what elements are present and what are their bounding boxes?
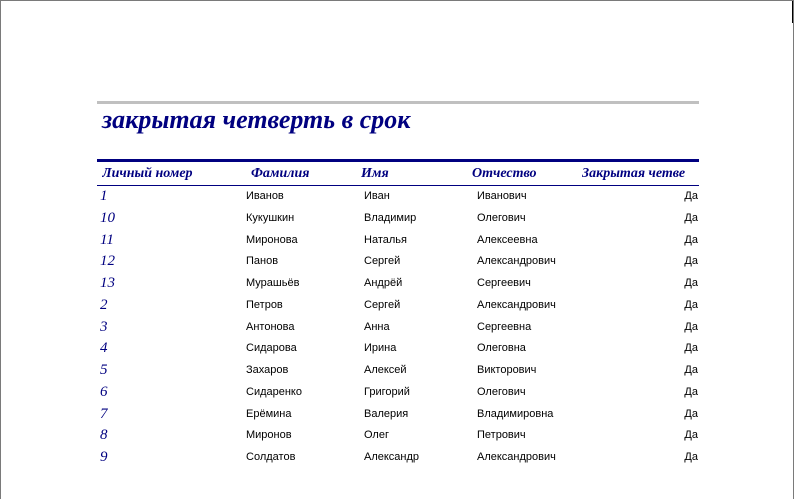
cell-id: 7 (100, 405, 108, 422)
cell-closed-quarter: Да (684, 298, 698, 311)
cell-id: 5 (100, 362, 108, 378)
cell-closed-quarter: Да (684, 255, 698, 268)
cell-middle-name: Петрович (477, 429, 526, 442)
cell-closed-quarter: Да (684, 385, 698, 398)
cell-id: 2 (100, 296, 108, 313)
cell-last-name: Ерёмина (246, 407, 292, 420)
cell-middle-name: Иванович (477, 190, 527, 202)
cell-first-name: Сергей (364, 255, 401, 268)
table-row (97, 404, 699, 426)
table-row (97, 317, 699, 339)
table-row (97, 382, 699, 404)
cell-id: 12 (100, 253, 115, 270)
cell-id: 13 (100, 275, 115, 291)
cell-middle-name: Олегович (477, 211, 526, 224)
cell-id: 10 (100, 209, 115, 226)
cell-first-name: Анна (364, 320, 390, 333)
cell-last-name: Захаров (246, 364, 289, 376)
cell-last-name: Солдатов (246, 451, 296, 463)
cell-middle-name: Александрович (477, 451, 556, 463)
cell-middle-name: Александрович (477, 255, 556, 268)
cell-middle-name: Сергеевич (477, 277, 531, 289)
table-row (97, 425, 699, 447)
cell-id: 8 (100, 427, 108, 444)
cell-first-name: Александр (364, 451, 420, 463)
table-row (97, 230, 699, 252)
column-header-middle-name: Отчество (472, 166, 537, 181)
cell-last-name: Мурашьёв (246, 277, 300, 289)
cell-middle-name: Викторович (477, 364, 537, 376)
cell-id: 6 (100, 383, 108, 400)
column-header-first-name: Имя (361, 166, 389, 181)
cell-last-name: Антонова (246, 320, 295, 333)
cell-id: 3 (100, 318, 108, 335)
cell-middle-name: Владимировна (477, 407, 554, 420)
cell-first-name: Ирина (364, 342, 397, 355)
cell-closed-quarter: Да (684, 407, 698, 420)
cell-closed-quarter: Да (684, 451, 698, 463)
cell-closed-quarter: Да (684, 429, 698, 442)
column-header-closed-quarter: Закрытая четве (582, 166, 686, 181)
cell-last-name: Кукушкин (246, 211, 295, 224)
column-header-id: Личный номер (102, 166, 193, 181)
report-rows (97, 186, 699, 469)
cell-id: 1 (100, 188, 108, 204)
cell-first-name: Валерия (364, 407, 409, 420)
cell-first-name: Андрёй (364, 277, 403, 289)
cell-first-name: Иван (364, 190, 390, 202)
cell-closed-quarter: Да (684, 342, 698, 355)
table-row (97, 273, 699, 295)
cell-last-name: Иванов (246, 190, 284, 202)
table-row (97, 186, 699, 208)
cell-middle-name: Александрович (477, 298, 556, 311)
cell-last-name: Миронова (246, 233, 298, 246)
cell-middle-name: Алексеевна (477, 233, 538, 246)
cell-closed-quarter: Да (684, 277, 698, 289)
cell-id: 9 (100, 449, 108, 465)
table-row (97, 360, 699, 382)
cell-first-name: Олег (364, 429, 389, 442)
table-row (97, 251, 699, 273)
cell-first-name: Сергей (364, 298, 401, 311)
cell-last-name: Миронов (246, 429, 292, 442)
cell-first-name: Григорий (364, 385, 410, 398)
cell-first-name: Владимир (364, 211, 417, 224)
cell-closed-quarter: Да (684, 320, 698, 333)
column-header-last-name: Фамилия (251, 166, 310, 181)
cell-middle-name: Олеговна (477, 342, 526, 355)
cell-last-name: Петров (246, 298, 283, 311)
cell-id: 11 (100, 231, 114, 248)
table-row (97, 338, 699, 360)
cell-closed-quarter: Да (684, 364, 698, 376)
cell-id: 4 (100, 340, 108, 357)
cell-middle-name: Сергеевна (477, 320, 532, 333)
page-corner-mark (792, 1, 793, 23)
cell-closed-quarter: Да (684, 190, 698, 202)
cell-last-name: Панов (246, 255, 279, 268)
cell-middle-name: Олегович (477, 385, 526, 398)
table-row (97, 208, 699, 230)
table-row (97, 447, 699, 469)
cell-first-name: Алексей (364, 364, 407, 376)
report-title: закрытая четверть в срок (102, 105, 411, 134)
cell-closed-quarter: Да (684, 211, 698, 224)
cell-closed-quarter: Да (684, 233, 698, 246)
table-row (97, 295, 699, 317)
cell-last-name: Сидарова (246, 342, 297, 355)
title-top-rule (97, 101, 699, 104)
cell-last-name: Сидаренко (246, 385, 302, 398)
cell-first-name: Наталья (364, 233, 407, 246)
column-header-top-rule (97, 159, 699, 162)
